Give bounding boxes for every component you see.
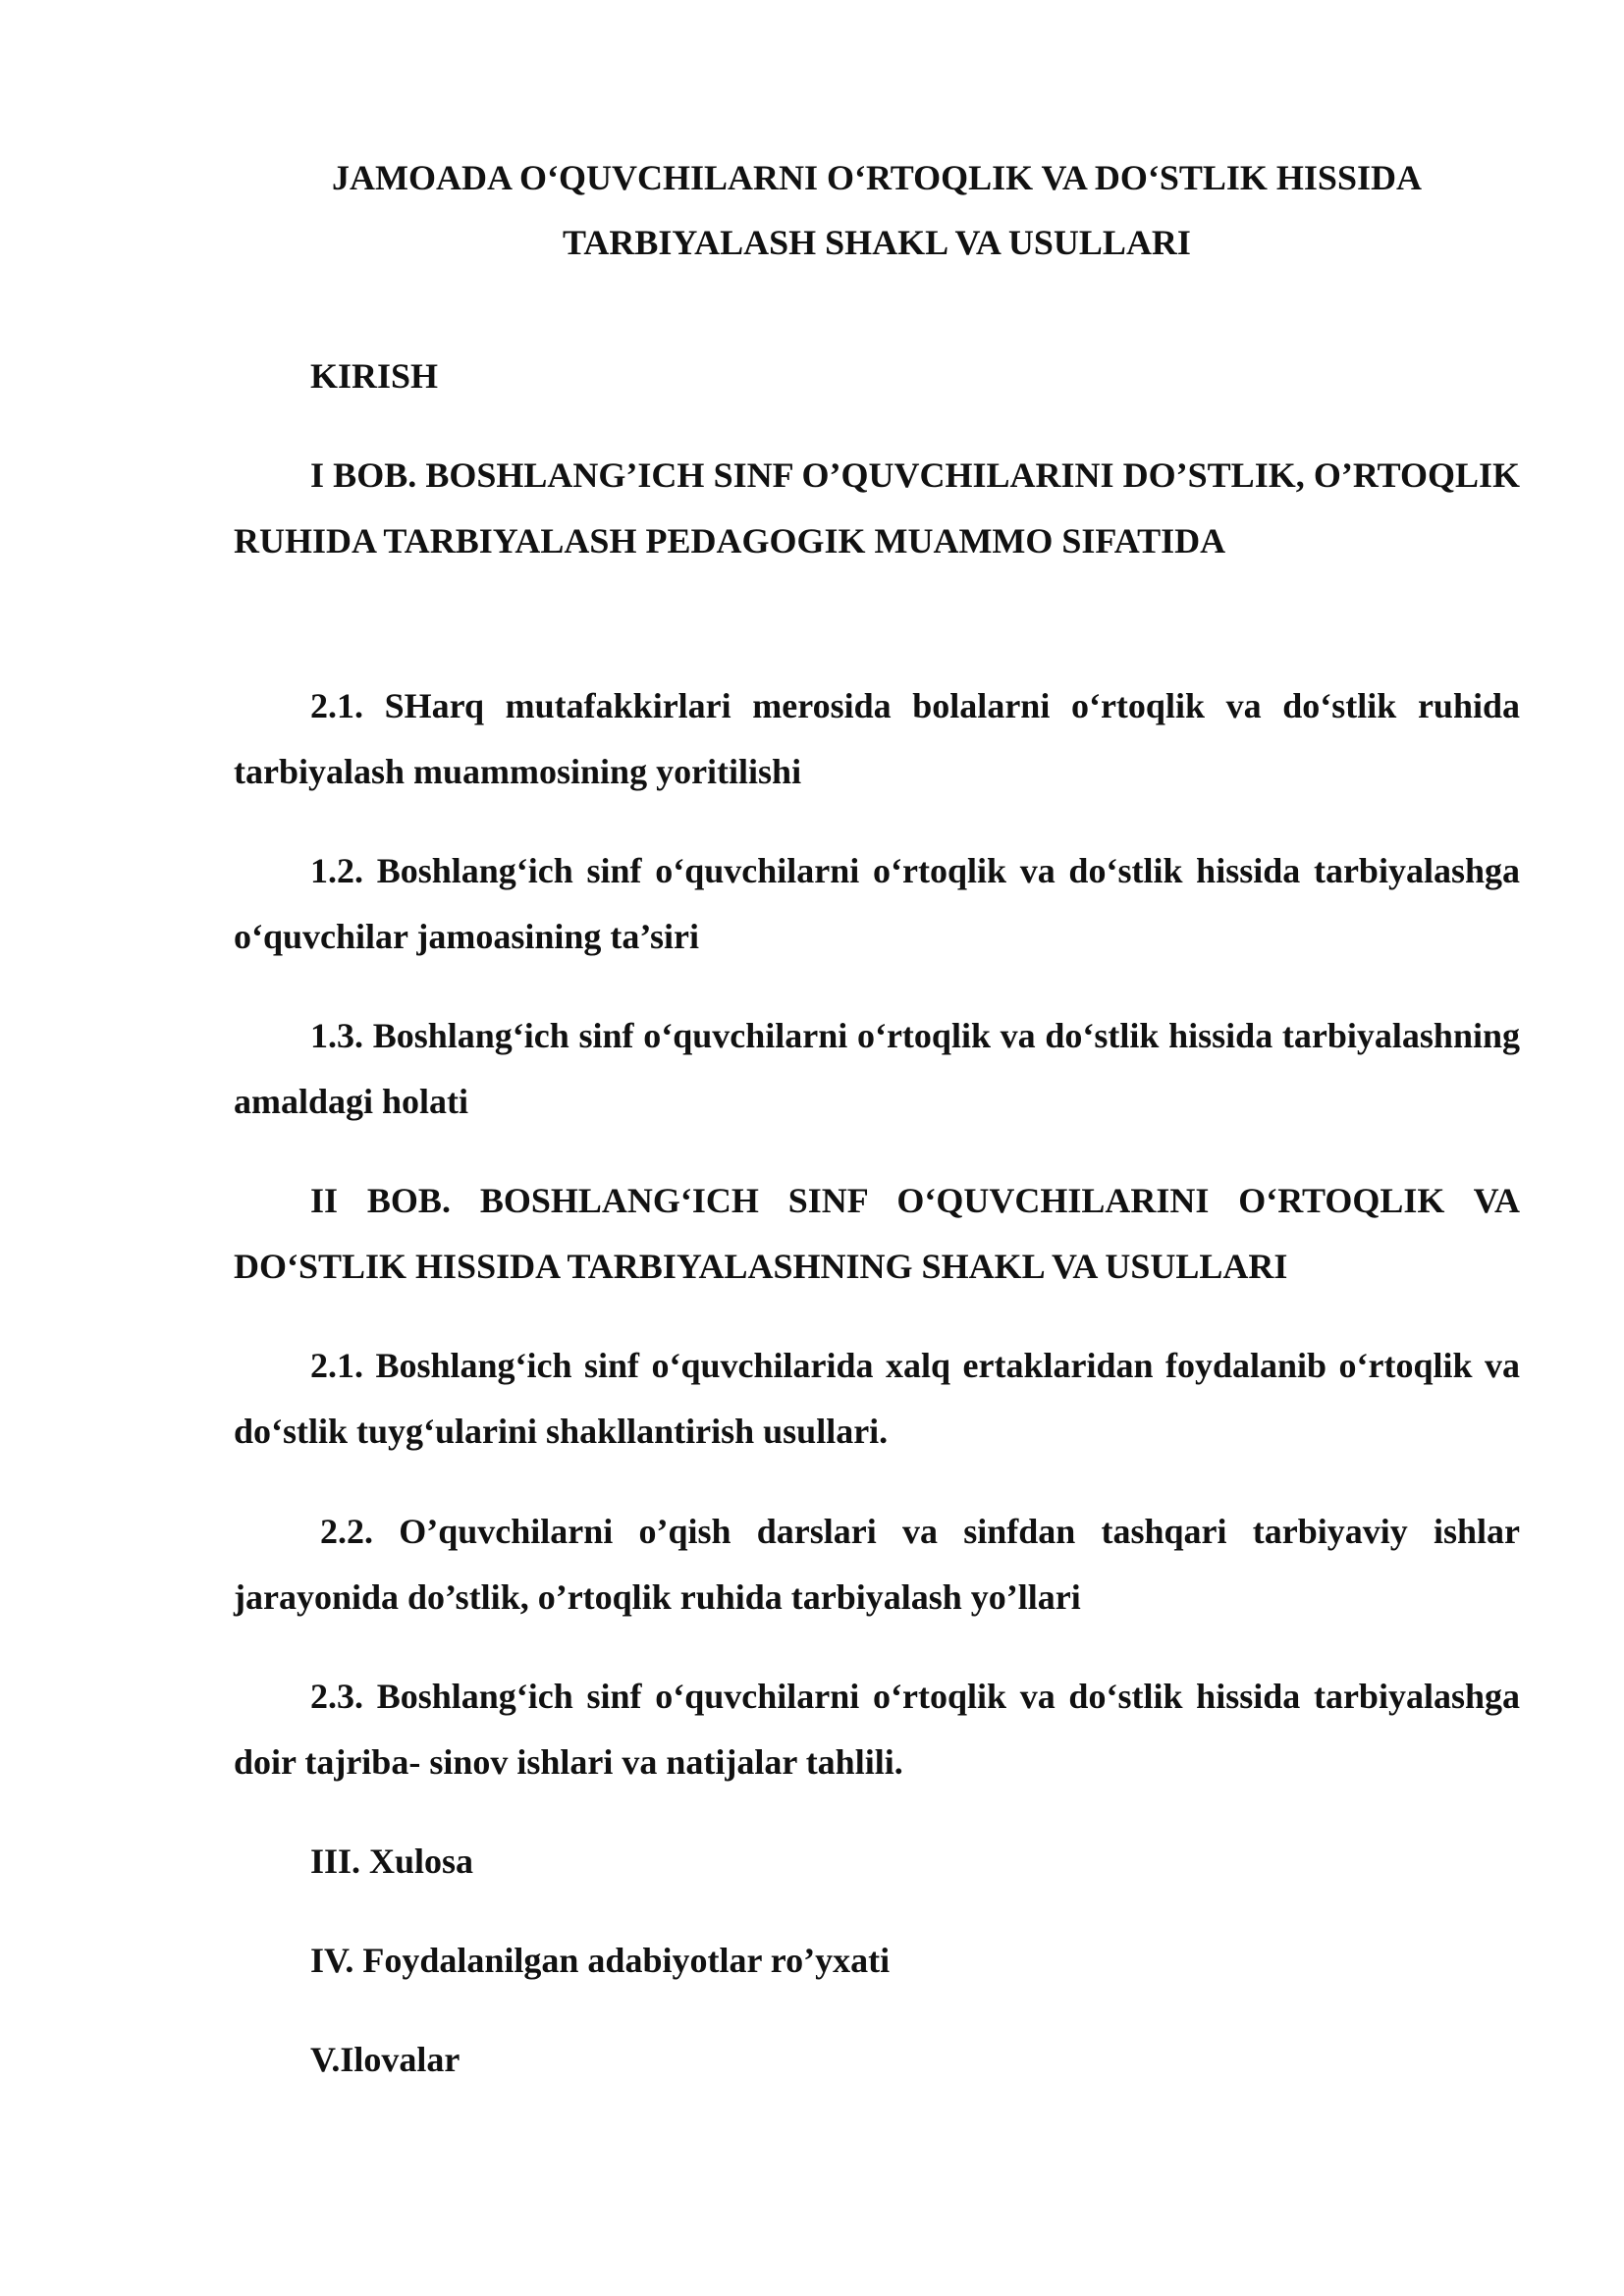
toc-entry-section-2-1b: 2.1. Boshlang‘ich sinf o‘quvchilarida xalq ertaklaridan foydalanib o‘rtoqlik va do‘stlik tuyg‘ularini shakllantirish usullari. (234, 1346, 1520, 1451)
toc-entry-section-2-2: 2.2. O’quvchilarni o’qish darslari va sinfdan tashqari tarbiyaviy ishlar jarayonida do’stlik, o’rtoqlik ruhida tarbiyalash yo’llari (234, 1512, 1520, 1617)
toc-entry-section-1-3: 1.3. Boshlang‘ich sinf o‘quvchilarni o‘rtoqlik va do‘stlik hissida tarbiyalashning amaldagi holati (234, 1016, 1520, 1121)
toc-entry-introduction: KIRISH (310, 356, 439, 396)
toc-entry-section-1-2: 1.2. Boshlang‘ich sinf o‘quvchilarni o‘rtoqlik va do‘stlik hissida tarbiyalashga o‘quvchilar jamoasining ta’siri (234, 851, 1520, 956)
title-line-2: TARBIYALASH SHAKL VA USULLARI (563, 223, 1191, 262)
toc-entry-section-2-3: 2.3. Boshlang‘ich sinf o‘quvchilarni o‘rtoqlik va do‘stlik hissida tarbiyalashga doir tajriba- sinov ishlari va natijalar tahlili. (234, 1677, 1520, 1782)
toc-entry-chapter-2: II BOB. BOSHLANG‘ICH SINF O‘QUVCHILARINI O‘RTOQLIK VA DO‘STLIK HISSIDA TARBIYALASHNING SHAKL VA USULLARI (234, 1181, 1520, 1286)
toc-entry-chapter-1: I BOB. BOSHLANG’ICH SINF O’QUVCHILARINI DO’STLIK, O’RTOQLIK RUHIDA TARBIYALASH PEDAGOGIK MUAMMO SIFATIDA (234, 455, 1520, 561)
toc-entry-appendices: V.Ilovalar (310, 2040, 460, 2079)
document-title (234, 145, 1520, 275)
toc-entry-conclusion: III. Xulosa (310, 1842, 474, 1881)
toc-entry-section-2-1: 2.1. SHarq mutafakkirlari merosida bolalarni o‘rtoqlik va do‘stlik ruhida tarbiyalash muammosining yoritilishi (234, 686, 1520, 791)
title-line-1: JAMOADA O‘QUVCHILARNI O‘RTOQLIK VA DO‘STLIK HISSIDA (332, 158, 1422, 197)
toc-entry-references: IV. Foydalanilgan adabiyotlar ro’yxati (310, 1941, 891, 1980)
